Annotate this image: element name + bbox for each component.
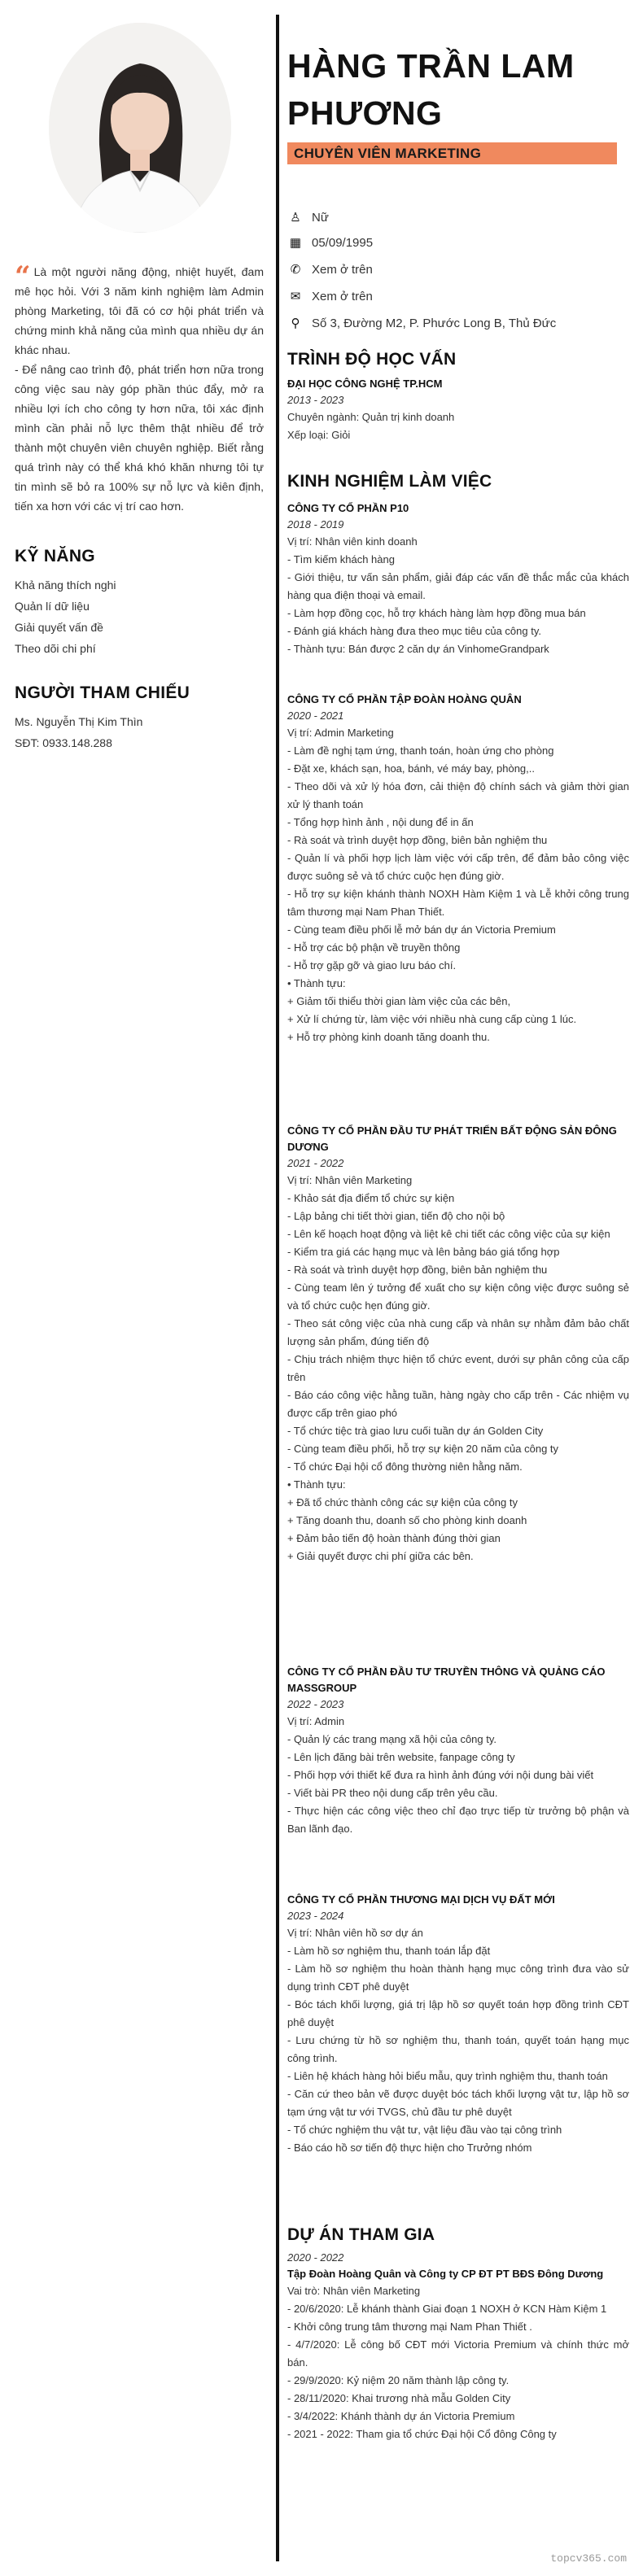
detail-line: - Rà soát và trình duyệt hợp đồng, biên bản nghiệm thu — [287, 1264, 548, 1276]
detail-line: - Đánh giá khách hàng đưa theo mục tiêu của công ty. — [287, 625, 541, 637]
job-duties — [287, 1713, 629, 1838]
detail-line: - Tìm kiếm khách hàng — [287, 553, 395, 565]
experience-heading: KINH NGHIỆM LÀM VIỆC — [287, 472, 492, 491]
watermark: topcv365.com — [550, 2552, 627, 2565]
detail-line: Vị trí: Nhân viên Marketing — [287, 1174, 413, 1186]
detail-line: Vai trò: Nhân viên Marketing — [287, 2285, 421, 2297]
email-value: Xem ở trên — [312, 290, 373, 303]
job-period: 2021 - 2022 — [287, 1157, 344, 1169]
name-line-2: PHƯƠNG — [287, 94, 443, 132]
detail-line: - Cùng team điều phối, hỗ trợ sự kiện 20 năm của công ty — [287, 1443, 559, 1455]
detail-line: - Căn cứ theo bản vẽ được duyệt bóc tách khối lượng vật tư, lập hồ sơ tạm ứng vật tư với TVGS, chủ đầu tư phê duyệt — [287, 2088, 629, 2118]
reference-section — [15, 683, 259, 753]
detail-line: - Cùng team điều phối lễ mở bán dự án Victoria Premium — [287, 923, 556, 936]
detail-line: - Quản lí và phối hợp lịch làm việc với cấp trên, để đảm bảo công việc được suông sẻ và tổ chức cuộc hẹn đúng giờ. — [287, 852, 629, 882]
quote-icon: “ — [15, 260, 31, 293]
education-heading: TRÌNH ĐỘ HỌC VẤN — [287, 350, 457, 369]
education-major: Chuyên ngành: Quản trị kinh doanh — [287, 411, 455, 423]
summary-paragraph-2: - Để nâng cao trình độ, phát triển hơn nữa trong công việc sau này góp phần thúc đẩy, mở ra nhiều lợi ích cho công ty hơn nữa, tôi xác định mình cần phải nỗ lực thêm thật nhiều để trở thành một chuyên viên chuyên nghiệp. Biết rằng quá trình này có thể khá khó khăn nhưng tôi tự tin mình sẽ bỏ ra 100% sự nỗ lực và kiên định, tiến xa hơn với các vị trí cao hơn. — [15, 363, 264, 513]
detail-line: - Khởi công trung tâm thương mại Nam Phan Thiết . — [287, 2321, 532, 2333]
contact-dob — [287, 235, 373, 250]
experience-heading-block — [287, 472, 629, 491]
location-icon: ⚲ — [291, 317, 300, 330]
detail-line: - Lưu chứng từ hồ sơ nghiệm thu, thanh toán, quyết toán hạng mục công trình. — [287, 2034, 629, 2064]
address-value: Số 3, Đường M2, P. Phước Long B, Thủ Đức — [312, 317, 557, 330]
job-block — [287, 1664, 629, 1838]
detail-line: - 3/4/2022: Khánh thành dự án Victoria Premium — [287, 2410, 515, 2422]
detail-line: - Đặt xe, khách sạn, hoa, bánh, vé máy bay, phòng,.. — [287, 762, 535, 775]
skill-item: Theo dõi chi phí — [15, 642, 96, 655]
reference-heading: NGƯỜI THAM CHIẾU — [15, 683, 190, 702]
email-icon: ✉ — [290, 290, 301, 303]
skill-item: Quản lí dữ liệu — [15, 600, 90, 613]
detail-line: + Đã tổ chức thành công các sự kiện của công ty — [287, 1496, 518, 1508]
skills-heading: KỸ NĂNG — [15, 547, 95, 565]
detail-line: - Làm hồ sơ nghiệm thu, thanh toán lắp đặt — [287, 1945, 491, 1957]
job-company: CÔNG TY CỔ PHẦN TẬP ĐOÀN HOÀNG QUÂN — [287, 693, 522, 705]
detail-line: - Tổ chức tiệc trà giao lưu cuối tuần dự án Golden City — [287, 1425, 544, 1437]
detail-line: + Giảm tối thiểu thời gian làm việc của các bên, — [287, 995, 511, 1007]
job-title: CHUYÊN VIÊN MARKETING — [294, 146, 482, 161]
job-company: CÔNG TY CỔ PHẦN P10 — [287, 502, 409, 514]
skill-item: Giải quyết vấn đề — [15, 621, 103, 634]
profile-photo — [49, 23, 231, 233]
detail-line: • Thành tựu: — [287, 1478, 346, 1491]
detail-line: - Giới thiệu, tư vấn sản phẩm, giải đáp các vấn đề thắc mắc của khách hàng qua điện thoại và email. — [287, 571, 629, 601]
detail-line: - Tổ chức Đại hội cổ đông thường niên hằng năm. — [287, 1460, 523, 1473]
detail-line: - Liên hệ khách hàng hỏi biểu mẫu, quy trình nghiệm thu, thanh toán — [287, 2070, 608, 2082]
detail-line: - Hỗ trợ sự kiện khánh thành NOXH Hàm Kiệm 1 và Lễ khởi công trung tâm thương mại Nam Phan Thiết. — [287, 888, 629, 918]
detail-line: Vị trí: Nhân viên hồ sơ dự án — [287, 1927, 423, 1939]
column-divider — [276, 15, 279, 2561]
detail-line: - Theo dõi và xử lý hóa đơn, cải thiện độ chính sách và giảm thời gian xử lý thanh toán — [287, 780, 629, 810]
school-name: ĐẠI HỌC CÔNG NGHỆ TP.HCM — [287, 378, 443, 390]
profile-summary — [15, 262, 264, 516]
detail-line: - Tổ chức nghiệm thu vật tư, vật liệu đầu vào tại công trình — [287, 2124, 562, 2136]
projects-section — [287, 2225, 629, 2443]
detail-line: + Đảm bảo tiến độ hoàn thành đúng thời gian — [287, 1532, 501, 1544]
job-block — [287, 1123, 629, 1565]
phone-icon: ✆ — [290, 263, 301, 277]
detail-line: - 2021 - 2022: Tham gia tổ chức Đại hội Cổ đông Công ty — [287, 2428, 557, 2440]
education-section — [287, 350, 629, 444]
detail-line: - Làm hồ sơ nghiệm thu hoàn thành hạng mục công trình đưa vào sử dụng trình CĐT phê duyệt — [287, 1963, 629, 1993]
portrait-image — [49, 23, 231, 233]
summary-paragraph-1: Là một người năng động, nhiệt huyết, đam mê học hỏi. Với 3 năm kinh nghiệm làm Admin phòng Marketing, tôi đã có cơ hội phát triển và chứng minh khả năng của mình qua nhiều dự án khác nhau. — [15, 265, 264, 356]
detail-line: - Thành tựu: Bán được 2 căn dự án VinhomeGrandpark — [287, 643, 549, 655]
name-line-1: HÀNG TRẦN LAM — [287, 47, 575, 85]
detail-line: - Làm đề nghị tạm ứng, thanh toán, hoàn ứng cho phòng — [287, 744, 554, 757]
contact-phone — [287, 262, 373, 277]
detail-line: - 20/6/2020: Lễ khánh thành Giai đoạn 1 NOXH ở KCN Hàm Kiệm 1 — [287, 2303, 607, 2315]
detail-line: - Rà soát và trình duyệt hợp đồng, biên bản nghiệm thu — [287, 834, 548, 846]
detail-line: - 29/9/2020: Kỷ niệm 20 năm thành lập công ty. — [287, 2374, 510, 2386]
projects-org: Tập Đoàn Hoàng Quân và Công ty CP ĐT PT BĐS Đông Dương — [287, 2268, 604, 2280]
job-block — [287, 500, 629, 658]
detail-line: - Hỗ trợ gặp gỡ và giao lưu báo chí. — [287, 959, 457, 971]
job-period: 2022 - 2023 — [287, 1698, 344, 1710]
contact-email — [287, 289, 373, 303]
detail-line: - Tổng hợp hình ảnh , nội dung để in ấn — [287, 816, 474, 828]
job-period: 2023 - 2024 — [287, 1910, 344, 1922]
job-company: CÔNG TY CỔ PHẦN ĐẦU TƯ PHÁT TRIỂN BẤT ĐỘNG SẢN ĐÔNG DƯƠNG — [287, 1124, 617, 1153]
detail-line: Vị trí: Admin Marketing — [287, 727, 394, 739]
job-duties — [287, 1172, 629, 1565]
detail-line: - Báo cáo công việc hằng tuần, hàng ngày cho cấp trên - Các nhiệm vụ được cấp trên giao phó — [287, 1389, 629, 1419]
dob-value: 05/09/1995 — [312, 236, 374, 250]
job-block — [287, 692, 629, 1046]
detail-line: - Làm hợp đồng cọc, hỗ trợ khách hàng làm hợp đồng mua bán — [287, 607, 586, 619]
contact-gender — [287, 210, 329, 225]
reference-name: Ms. Nguyễn Thị Kim Thìn — [15, 715, 143, 728]
job-company: CÔNG TY CỔ PHẦN THƯƠNG MẠI DỊCH VỤ ĐẤT MỚI — [287, 1893, 555, 1906]
detail-line: Vị trí: Nhân viên kinh doanh — [287, 535, 418, 548]
detail-line: Vị trí: Admin — [287, 1715, 345, 1727]
detail-line: - Thực hiện các công việc theo chỉ đạo trực tiếp từ trưởng bộ phận và Ban lãnh đạo. — [287, 1805, 629, 1835]
job-duties — [287, 533, 629, 658]
projects-heading: DỰ ÁN THAM GIA — [287, 2225, 435, 2244]
detail-line: - Khảo sát địa điểm tổ chức sự kiện — [287, 1192, 455, 1204]
detail-line: - Hỗ trợ các bộ phận về truyền thông — [287, 941, 461, 954]
detail-line: - Phối hợp với thiết kế đưa ra hình ảnh đúng với nội dung bài viết — [287, 1769, 594, 1781]
detail-line: + Xử lí chứng từ, làm việc với nhiều nhà cung cấp cùng 1 lúc. — [287, 1013, 577, 1025]
detail-line: + Hỗ trợ phòng kinh doanh tăng doanh thu. — [287, 1031, 490, 1043]
detail-line: - Báo cáo hồ sơ tiến độ thực hiện cho Trưởng nhóm — [287, 2142, 532, 2154]
phone-value: Xem ở trên — [312, 263, 373, 277]
detail-line: + Giải quyết được chi phí giữa các bên. — [287, 1550, 474, 1562]
detail-line: - Quản lý các trang mạng xã hội của công ty. — [287, 1733, 497, 1745]
skills-section — [15, 547, 259, 659]
detail-line: + Tăng doanh thu, doanh số cho phòng kinh doanh — [287, 1514, 527, 1526]
education-period: 2013 - 2023 — [287, 394, 344, 406]
detail-line: - Kiểm tra giá các hạng mục và lên bảng báo giá tổng hợp — [287, 1246, 560, 1258]
contact-address — [287, 316, 556, 330]
job-period: 2020 - 2021 — [287, 709, 344, 722]
detail-line: - 4/7/2020: Lễ công bố CĐT mới Victoria Premium và chính thức mở bán. — [287, 2338, 629, 2369]
detail-line: • Thành tựu: — [287, 977, 346, 989]
job-period: 2018 - 2019 — [287, 518, 344, 530]
detail-line: - Bóc tách khối lượng, giá trị lập hồ sơ quyết toán hợp đồng trình CĐT phê duyệt — [287, 1998, 629, 2028]
detail-line: - Cùng team lên ý tưởng để xuất cho sự kiện công việc được suông sẻ và tổ chức cuộc hẹn đúng giờ. — [287, 1281, 629, 1312]
reference-phone: SĐT: 0933.148.288 — [15, 736, 112, 749]
job-company: CÔNG TY CỔ PHẦN ĐẦU TƯ TRUYỀN THÔNG VÀ QUẢNG CÁO MASSGROUP — [287, 1666, 606, 1694]
job-duties — [287, 1924, 629, 2157]
skill-item: Khả năng thích nghi — [15, 579, 116, 592]
detail-line: - Lên kế hoạch hoạt động và liệt kê chi tiết các công việc của sự kiện — [287, 1228, 610, 1240]
project-lines — [287, 2282, 629, 2443]
job-duties — [287, 724, 629, 1046]
detail-line: - Lên lịch đăng bài trên website, fanpage công ty — [287, 1751, 515, 1763]
calendar-icon: ▦ — [289, 236, 302, 250]
education-grade: Xếp loại: Giỏi — [287, 429, 351, 441]
detail-line: - Lập bảng chi tiết thời gian, tiến độ cho nội bộ — [287, 1210, 505, 1222]
user-icon: ♙ — [290, 211, 301, 225]
job-block — [287, 1892, 629, 2157]
projects-period: 2020 - 2022 — [287, 2251, 344, 2264]
gender-value: Nữ — [312, 211, 329, 225]
detail-line: - Theo sát công việc của nhà cung cấp và nhân sự nhằm đảm bảo chất lượng sản phẩm, đúng tiến độ — [287, 1317, 629, 1347]
detail-line: - Chịu trách nhiệm thực hiện tổ chức event, dưới sự phân công của cấp trên — [287, 1353, 629, 1383]
detail-line: - Viết bài PR theo nội dung cấp trên yêu cầu. — [287, 1787, 498, 1799]
candidate-name — [287, 42, 575, 137]
detail-line: - 28/11/2020: Khai trương nhà mẫu Golden City — [287, 2392, 511, 2404]
job-title-bar — [287, 142, 617, 164]
